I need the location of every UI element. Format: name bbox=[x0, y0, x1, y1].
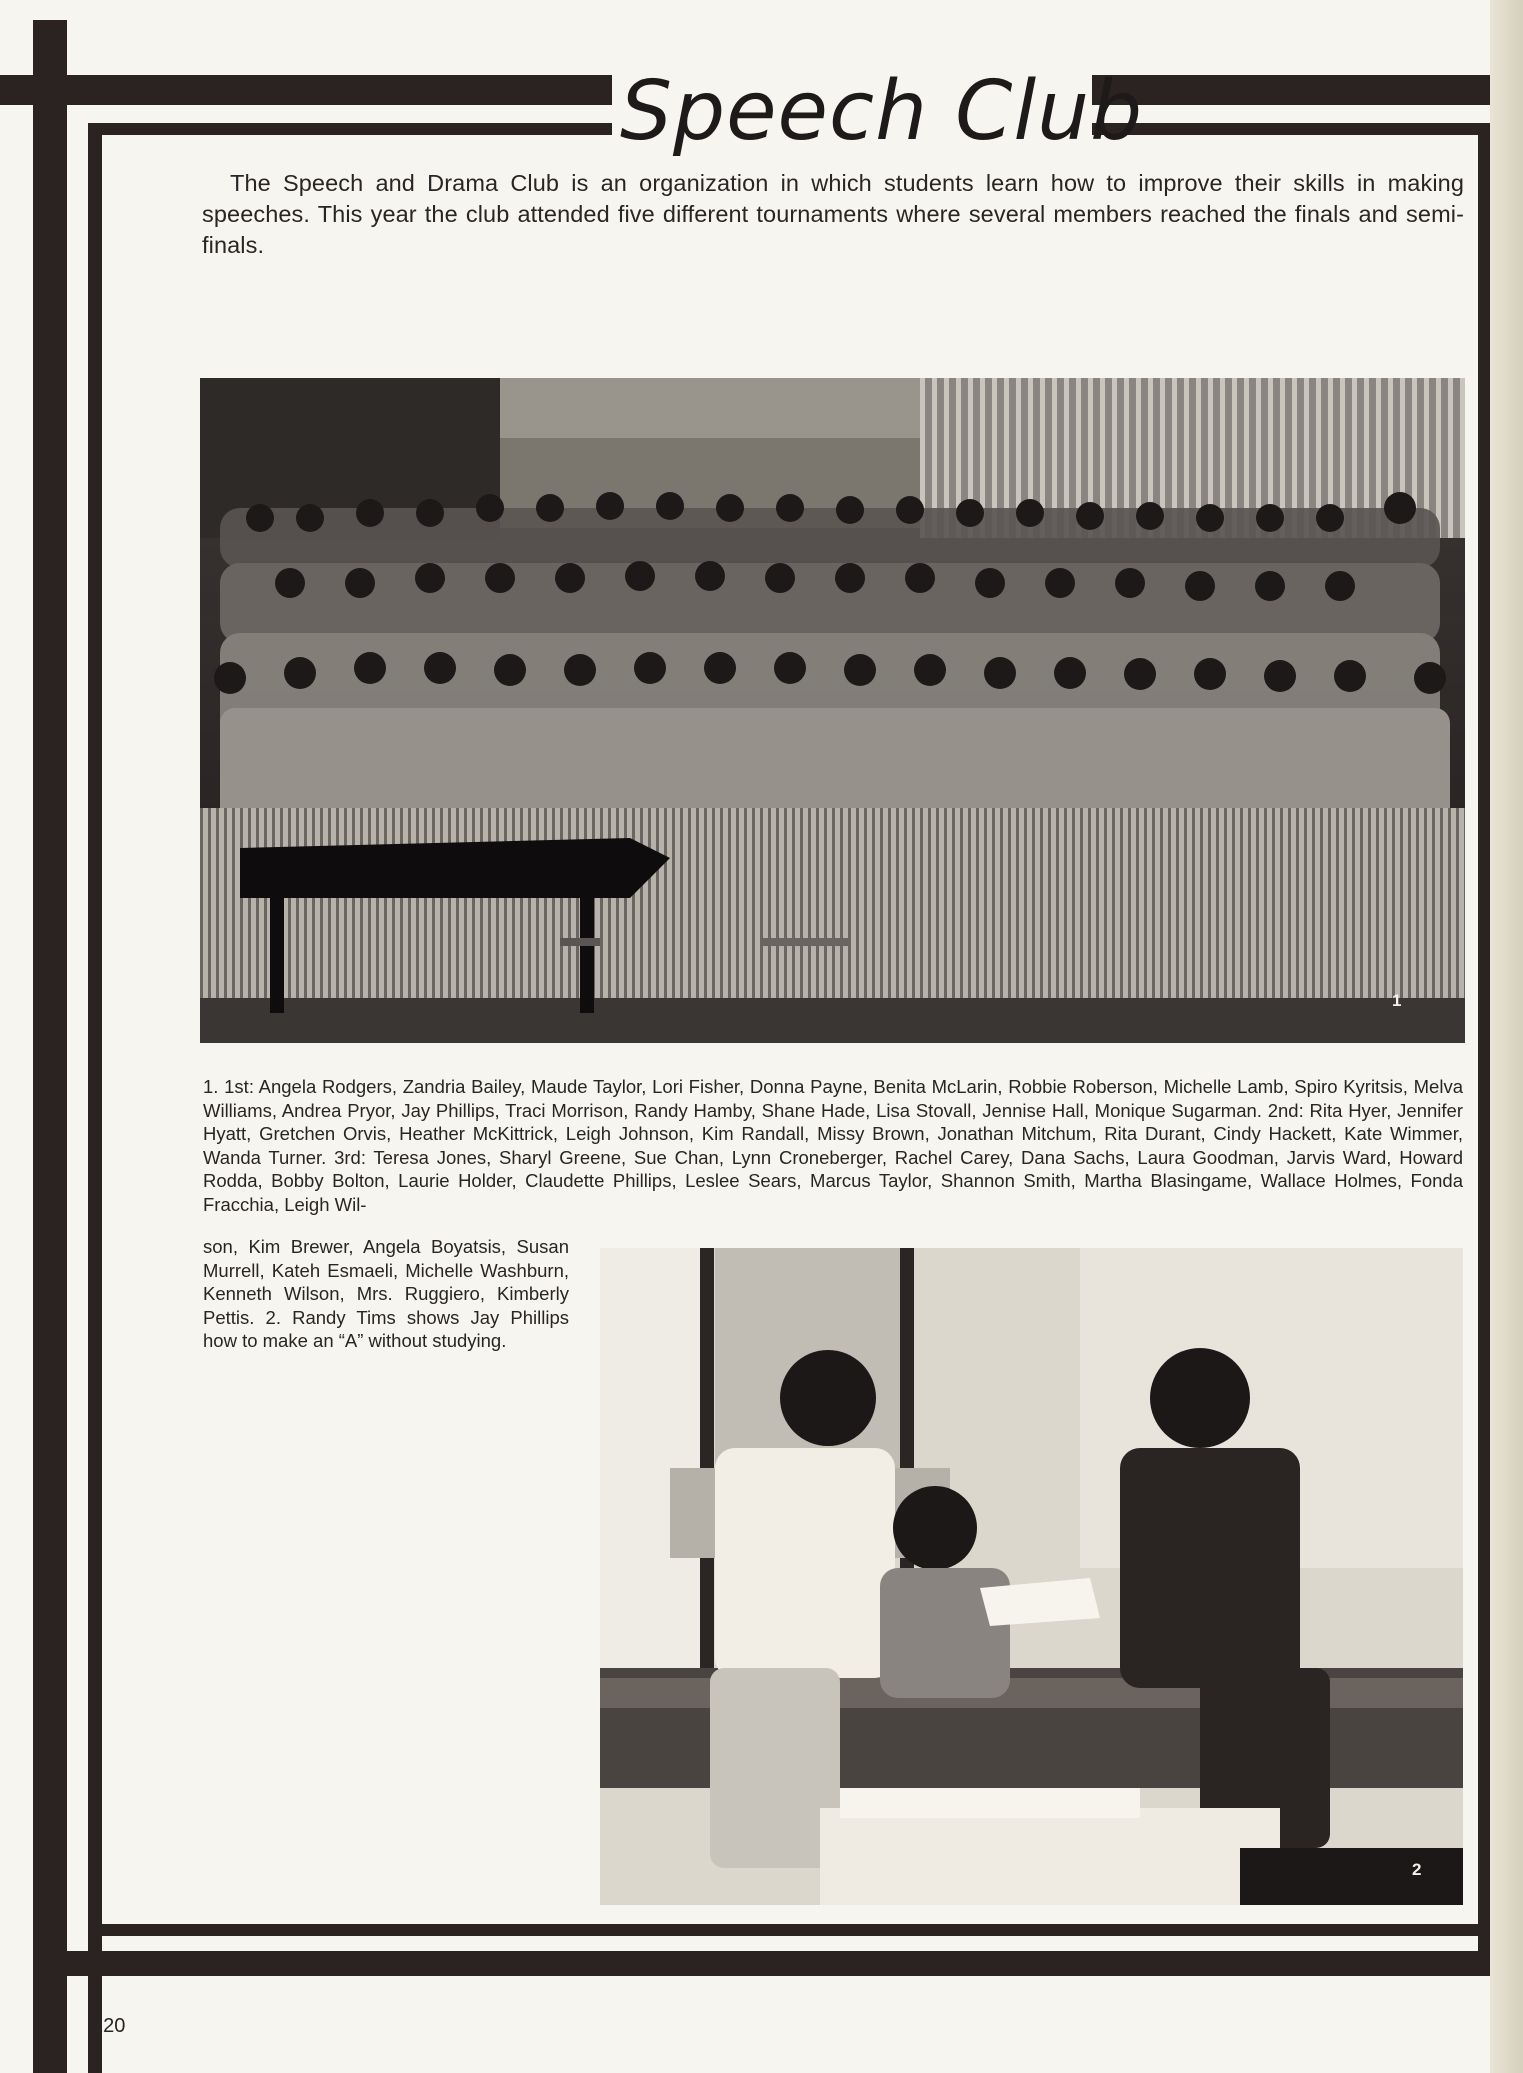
frame-left-tab bbox=[0, 75, 10, 105]
frame-bottom-inner bbox=[88, 1924, 1490, 1936]
frame-bottom-outer bbox=[33, 1951, 1490, 1976]
intro-paragraph: The Speech and Drama Club is an organization in which students learn how to improve their skills in making speeches. This year the club attended five different tournaments where several members reached the finals and semi-finals. bbox=[202, 170, 1464, 258]
photo-number: 1 bbox=[1392, 991, 1402, 1010]
frame-left-inner bbox=[88, 123, 102, 2073]
page-number: 120 bbox=[92, 2015, 126, 2037]
caption-full-width: 1. 1st: Angela Rodgers, Zandria Bailey, Maude Taylor, Lori Fisher, Donna Payne, Benita McLarin, Robbie Roberson, Michelle Lamb, Spiro Kyritsis, Melva Williams, Andrea Pryor, Jay Phillips, Traci Morrison, Randy Hamby, Shane Hade, Lisa Stovall, Jennise Hall, Monique Sugarman. 2nd: Rita Hyer, Jennifer Hyatt, Gretchen Orvis, Heather McKittrick, Leigh Johnson, Kim Randall, Missy Brown, Jonathan Mitchum, Rita Durant, Cindy Hackett, Kate Wimmer, Wanda Turner. 3rd: Teresa Jones, Sharyl Greene, Sue Chan, Lynn Croneberger, Rachel Carey, Dana Sachs, Laura Goodman, Jarvis Ward, Howard Rodda, Bobby Bolton, Laurie Holder, Claudette Phillips, Leslee Sears, Marcus Taylor, Shannon Smith, Martha Blasingame, Wallace Holmes, Fonda Fracchia, Leigh Wil- bbox=[203, 1076, 1463, 1215]
students-photo-illustration bbox=[600, 1248, 1463, 1905]
caption-column: son, Kim Brewer, Angela Boyatsis, Susan Murrell, Kateh Esmaeli, Michelle Washburn, Kenneth Wilson, Mrs. Ruggiero, Kimberly Pettis. 2. Randy Tims shows Jay Phillips how to make an “A” without studying. bbox=[203, 1236, 569, 1351]
frame-right-inner bbox=[1478, 123, 1490, 1976]
students-at-desk-photo bbox=[600, 1248, 1463, 1905]
photo-number: 2 bbox=[1412, 1860, 1422, 1879]
group-photo-illustration bbox=[200, 378, 1465, 1043]
page-edge bbox=[1490, 0, 1523, 2073]
frame-left-outer bbox=[33, 20, 67, 2073]
page-title: Speech Club bbox=[620, 64, 1144, 159]
group-photo bbox=[200, 378, 1465, 1043]
